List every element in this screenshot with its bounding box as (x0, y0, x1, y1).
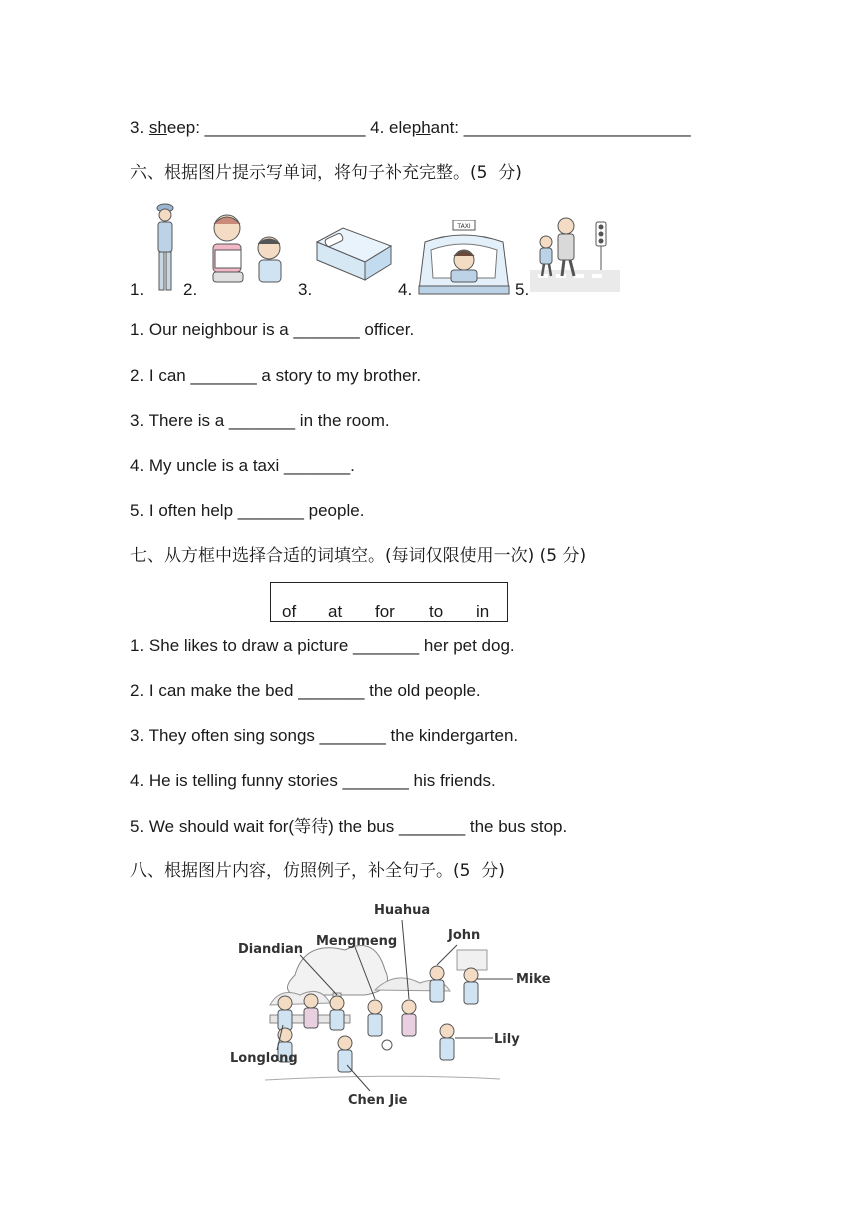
word-of: of (282, 602, 297, 621)
s7-sentence-3: 3. They often sing songs _______ the kindergarten. (130, 726, 519, 745)
label-mike: Mike (516, 972, 551, 987)
s6-sentence-2: 2. I can _______ a story to my brother. (130, 366, 422, 385)
bed-picture (313, 222, 395, 288)
word-for: for (375, 602, 395, 621)
label-mengmeng: Mengmeng (316, 934, 398, 949)
playground-scene-picture (225, 895, 560, 1115)
word-box (270, 582, 508, 622)
s7-sentence-4: 4. He is telling funny stories _______ his friends. (130, 771, 496, 790)
s6-sentence-4: 4. My uncle is a taxi _______. (130, 456, 355, 475)
ph-underlined: ph (411, 118, 431, 137)
word-at: at (328, 602, 343, 621)
label-diandian: Diandian (238, 942, 304, 957)
word-to: to (429, 602, 444, 621)
part5-items-line: 3. sheep: _________________ 4. elephant: ________________________ (130, 118, 691, 137)
word-in: in (476, 602, 490, 621)
s6-sentence-1: 1. Our neighbour is a _______ officer. (130, 320, 415, 339)
pic-number-2: 2. (183, 280, 198, 299)
pic-number-3: 3. (298, 280, 313, 299)
s7-sentence-5: 5. We should wait for(等待) the bus _______ the bus stop. (130, 817, 568, 836)
pic-number-4: 4. (398, 280, 413, 299)
s6-sentence-5: 5. I often help _______ people. (130, 501, 365, 520)
label-longlong: Longlong (230, 1051, 298, 1066)
sh-underlined: sh (148, 118, 167, 137)
section6-heading: 六、根据图片提示写单词，将句子补充完整。(5 分) (130, 163, 522, 183)
helping-old-people-picture (530, 212, 622, 294)
police-officer-picture (150, 200, 180, 296)
s7-sentence-1: 1. She likes to draw a picture _______ her pet dog. (130, 636, 515, 655)
reading-story-picture (203, 208, 295, 288)
label-chen-jie: Chen Jie (348, 1093, 408, 1108)
label-lily: Lily (494, 1032, 520, 1047)
pic-number-5: 5. (515, 280, 530, 299)
s7-sentence-2: 2. I can make the bed _______ the old people. (130, 681, 481, 700)
label-huahua: Huahua (374, 903, 431, 918)
section7-heading: 七、从方框中选择合适的词填空。(每词仅限使用一次) (5 分) (130, 546, 587, 566)
taxi-sign-text: TAXI (457, 223, 471, 230)
section8-heading: 八、根据图片内容，仿照例子，补全句子。(5 分) (130, 861, 505, 881)
label-john: John (448, 928, 481, 943)
pic-number-1: 1. (130, 280, 145, 299)
taxi-driver-picture (413, 220, 513, 298)
s6-sentence-3: 3. There is a _______ in the room. (130, 411, 390, 430)
